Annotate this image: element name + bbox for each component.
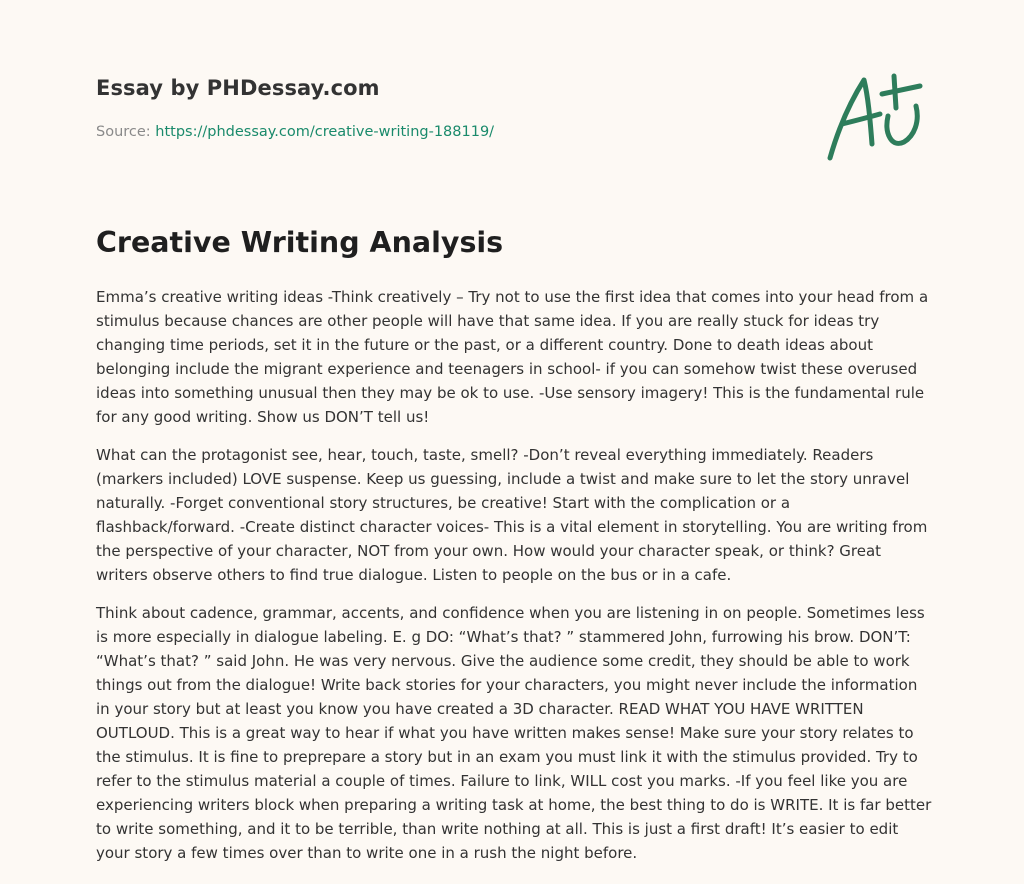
article-paragraph: What can the protagonist see, hear, touch, taste, smell? -Don’t reveal everything immediately. Readers (markers included) LOVE suspense. Keep us guessing, include a twist and make sure to let the story unravel naturally. -Forget conventional story structures, be creative! Start with the complication or a flashback/forward. -Create distinct character voices- This is a vital element in storytelling. You are writing from the perspective of your character, NOT from your own. How would your character speak, or think? Great writers observe others to find true dialogue. Listen to people on the bus or in a cafe. — [96, 446, 928, 584]
source-link[interactable]: https://phdessay.com/creative-writing-188119/ — [155, 124, 495, 140]
article-paragraph: Emma’s creative writing ideas -Think creatively – Try not to use the first idea that comes into your head from a stimulus because chances are other people will have that same idea. If you are really stuck for ideas try changing time periods, set it in the future or the past, or a different country. Done to death ideas about belonging include the migrant experience and teenagers in school- if you can somehow twist these overused ideas into something unusual then they may be ok to use. -Use sensory imagery! This is the fundamental rule for any good writing. Show us DON’T tell us! — [96, 288, 929, 426]
site-brand: Essay by PHDessay.com — [96, 76, 380, 100]
article-title: Creative Writing Analysis — [96, 226, 504, 259]
article-paragraph: Think about cadence, grammar, accents, and confidence when you are listening in on people. Sometimes less is more especially in dialogue labeling. E. g DO: “What’s that? ” stammered John, furrowing his brow. DON’T: “What’s that? ” said John. He was very nervous. Give the audience some credit, they should be able to work things out from the dialogue! Write back stories for your characters, you might never include the information in your story but at least you know you have created a 3D character. READ WHAT YOU HAVE WRITTEN OUTLOUD. This is a great way to hear if what you have written makes sense! Make sure your story relates to the stimulus. It is fine to preprepare a story but in an exam you must link it with the stimulus provided. Try to refer to the stimulus material a couple of times. Failure to link, WILL cost you marks. -If you feel like you are experiencing writers block when preparing a writing task at home, the best thing to do is WRITE. It is far better to write something, and it to be terrible, than write nothing at all. This is just a first draft! It’s easier to edit your story a few times over than to write one in a rush the night before. — [96, 604, 932, 862]
a-plus-grade-logo-icon — [822, 66, 932, 166]
source-line — [96, 124, 494, 140]
source-label: Source: — [96, 124, 156, 140]
article-body — [96, 285, 932, 879]
